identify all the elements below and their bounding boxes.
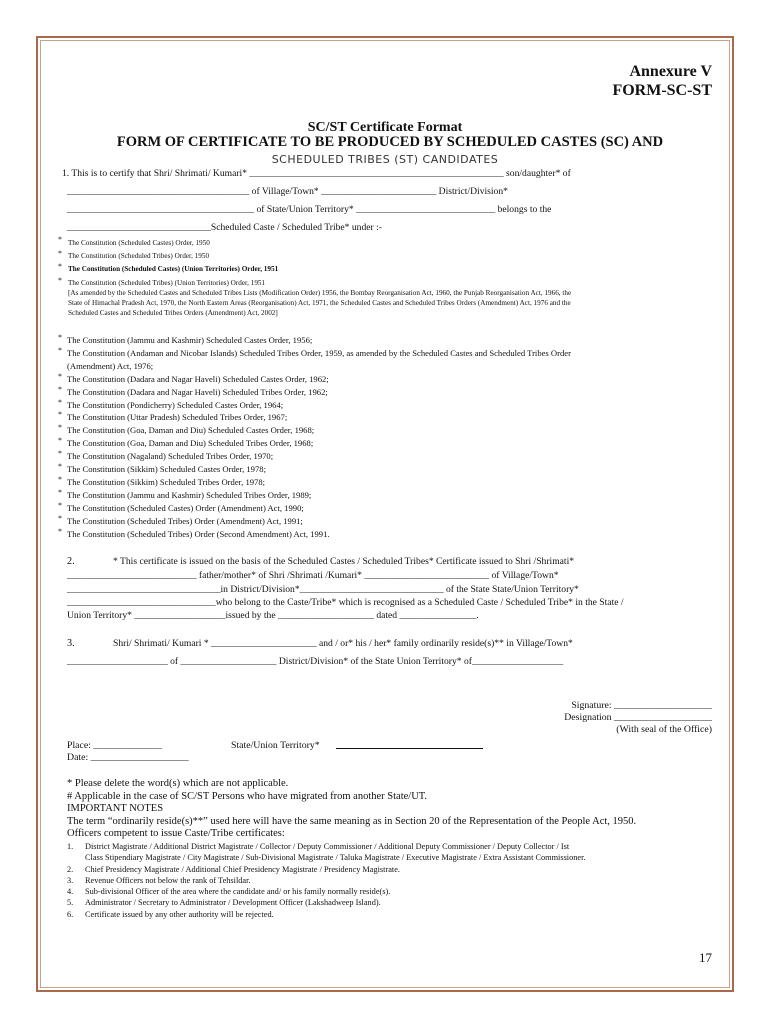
list-item: * The Constitution (Scheduled Tribes) Order (Amendment) Act, 1991; xyxy=(58,515,571,528)
list-item: 6. Certificate issued by any other authority will be rejected. xyxy=(67,909,274,919)
list-item: * The Constitution (Goa, Daman and Diu) Scheduled Castes Order, 1968; xyxy=(58,424,571,437)
certificate-subtitle-2: SCHEDULED TRIBES (ST) CANDIDATES xyxy=(271,153,499,166)
para3-line1: Shri/ Shrimati/ Kumari * ______________________ and / or* his / her* family ordinarily reside(s)** in Village/Town* xyxy=(113,638,573,649)
bullet-star: * xyxy=(58,235,62,244)
list-item: 3. Revenue Officers not below the rank of Tehsildar. xyxy=(67,875,251,885)
list-item: * The Constitution (Goa, Daman and Diu) Scheduled Tribes Order, 1968; xyxy=(58,437,571,450)
list-item: * The Constitution (Pondicherry) Scheduled Castes Order, 1964; xyxy=(58,399,571,412)
notes-section xyxy=(67,778,727,841)
form-code: FORM-SC-ST xyxy=(612,82,712,99)
seal-note: (With seal of the Office) xyxy=(616,724,712,735)
list-item-continuation: (Amendment) Act, 1976; xyxy=(67,360,154,371)
amendment-note-1: [As amended by the Scheduled Castes and Scheduled Tribes Lists (Modification Order) 1956, the Bombay Reorganisation Act, 1960, the Punjab Reorganisation Act, 1966, the xyxy=(68,289,572,297)
list-item: * The Constitution (Uttar Pradesh) Scheduled Tribes Order, 1967; xyxy=(58,411,571,424)
annexure-heading xyxy=(612,62,712,100)
early-order-1: The Constitution (Scheduled Castes) Order, 1950 xyxy=(68,239,210,247)
bullet-star: * xyxy=(58,249,62,258)
signature-field: Signature: ____________________ xyxy=(571,700,712,711)
certificate-title: SC/ST Certificate Format xyxy=(307,120,463,135)
list-item: 2. Chief Presidency Magistrate / Additional Chief Presidency Magistrate / Presidency Magistrate. xyxy=(67,864,400,874)
para2-line5: Union Territory* ___________________issued by the ____________________ dated ________________. xyxy=(67,610,479,621)
early-order-2: The Constitution (Scheduled Tribes) Order, 1950 xyxy=(68,252,210,260)
list-item: * The Constitution (Andaman and Nicobar Islands) Scheduled Tribes Order, 1959, as amended by the Scheduled Castes and Scheduled Tribes Order xyxy=(58,347,571,360)
list-item: * The Constitution (Sikkim) Scheduled Castes Order, 1978; xyxy=(58,463,571,476)
date-field: Date: ____________________ xyxy=(67,752,189,763)
bullet-star: * xyxy=(58,262,62,271)
note-delete: * Please delete the word(s) which are not applicable. xyxy=(67,778,289,789)
orders-list xyxy=(58,334,571,541)
para2-line4: _______________________________who belong to the Caste/Tribe* which is recognised as a Scheduled Caste / Scheduled Tribe* in the State / xyxy=(67,597,624,608)
list-item: * The Constitution (Nagaland) Scheduled Tribes Order, 1970; xyxy=(58,450,571,463)
list-item: * The Constitution (Scheduled Tribes) Order (Second Amendment) Act, 1991. xyxy=(58,528,571,541)
note-migrated: # Applicable in the case of SC/ST Persons who have migrated from another State/UT. xyxy=(67,790,428,802)
early-order-4: The Constitution (Scheduled Tribes) (Union Territories) Order, 1951 xyxy=(68,279,266,287)
bullet-star: * xyxy=(58,276,62,285)
list-item: * The Constitution (Sikkim) Scheduled Tribes Order, 1978; xyxy=(58,476,571,489)
list-item: * The Constitution (Jammu and Kashmir) Scheduled Castes Order, 1956; xyxy=(58,334,571,347)
state-ut-underline xyxy=(336,748,483,749)
list-item: * The Constitution (Jammu and Kashmir) Scheduled Tribes Order, 1989; xyxy=(58,489,571,502)
annexure-label: Annexure V xyxy=(629,63,712,80)
para3-line2: _____________________ of ____________________ District/Division* of the State Union Territory* of___________________ xyxy=(67,656,564,667)
para2-line3: ________________________________in District/Division*______________________________ of the State State/Union Territory* xyxy=(67,584,579,595)
list-item: 4. Sub-divisional Officer of the area where the candidate and/ or his family normally reside(s). xyxy=(67,887,391,897)
amendment-note-3: Scheduled Castes and Scheduled Tribes Orders (Amendment) Act, 2002] xyxy=(68,309,278,317)
note-ordinarily-reside: The term “ordinarily reside(s)**” used here will have the same meaning as in Section 20 of the Representation of the People Act, 1950. xyxy=(67,815,637,827)
early-order-3: The Constitution (Scheduled Castes) (Union Territories) Order, 1951 xyxy=(68,265,279,273)
para1-line4: ______________________________Scheduled Caste / Scheduled Tribe* under :- xyxy=(67,222,382,233)
list-item: * The Constitution (Dadara and Nagar Haveli) Scheduled Castes Order, 1962; xyxy=(58,373,571,386)
list-item: * The Constitution (Dadara and Nagar Haveli) Scheduled Tribes Order, 1962; xyxy=(58,386,571,399)
para1-line3: _______________________________________ of State/Union Territory* _____________________________ belongs to the xyxy=(67,204,552,215)
para1-line1: 1. This is to certify that Shri/ Shrimati/ Kumari* _____________________________________________________ son/daughter* of xyxy=(62,168,571,179)
para2-number: 2. xyxy=(67,556,75,567)
certificate-subtitle: FORM OF CERTIFICATE TO BE PRODUCED BY SCHEDULED CASTES (SC) AND xyxy=(116,134,664,150)
list-item: * The Constitution (Scheduled Castes) Order (Amendment) Act, 1990; xyxy=(58,502,571,515)
list-item-continuation: Class Stipendiary Magistrate / City Magistrate / Sub-Divisional Magistrate / Taluka Magistrate / Executive Magistrate / Extra Assistant Commissioner. xyxy=(85,853,586,863)
place-field: Place: ______________ xyxy=(67,740,162,751)
state-ut-field-label: State/Union Territory* xyxy=(231,740,320,751)
list-item: 1. District Magistrate / Additional District Magistrate / Collector / Deputy Commissioner / Additional Deputy Commissioner / Deputy Collector / Ist xyxy=(67,842,570,851)
page-number: 17 xyxy=(699,950,712,965)
para3-number: 3. xyxy=(67,638,75,649)
officers-list xyxy=(67,841,585,920)
amendment-note-2: State of Himachal Pradesh Act, 1970, the North Eastern Areas (Reorganisation) Act, 1971, the Scheduled Castes and Scheduled Tribes Orders (Amendment) Act, 1976 and the xyxy=(68,299,571,307)
para1-line2: ______________________________________ of Village/Town* ________________________ District/Division* xyxy=(67,186,508,197)
important-notes-heading: IMPORTANT NOTES xyxy=(67,803,164,814)
designation-field: Designation ____________________ xyxy=(564,712,712,723)
para2-line2: ___________________________ father/mother* of Shri /Shrimati /Kumari* __________________________ of Village/Town* xyxy=(67,570,559,581)
list-item: 5. Administrator / Secretary to Administrator / Development Officer (Lakshadweep Island). xyxy=(67,898,381,908)
para2-line1: * This certificate is issued on the basis of the Scheduled Castes / Scheduled Tribes* Certificate issued to Shri /Shrimati* xyxy=(113,556,575,567)
note-officers-heading: Officers competent to issue Caste/Tribe certificates: xyxy=(67,828,285,839)
